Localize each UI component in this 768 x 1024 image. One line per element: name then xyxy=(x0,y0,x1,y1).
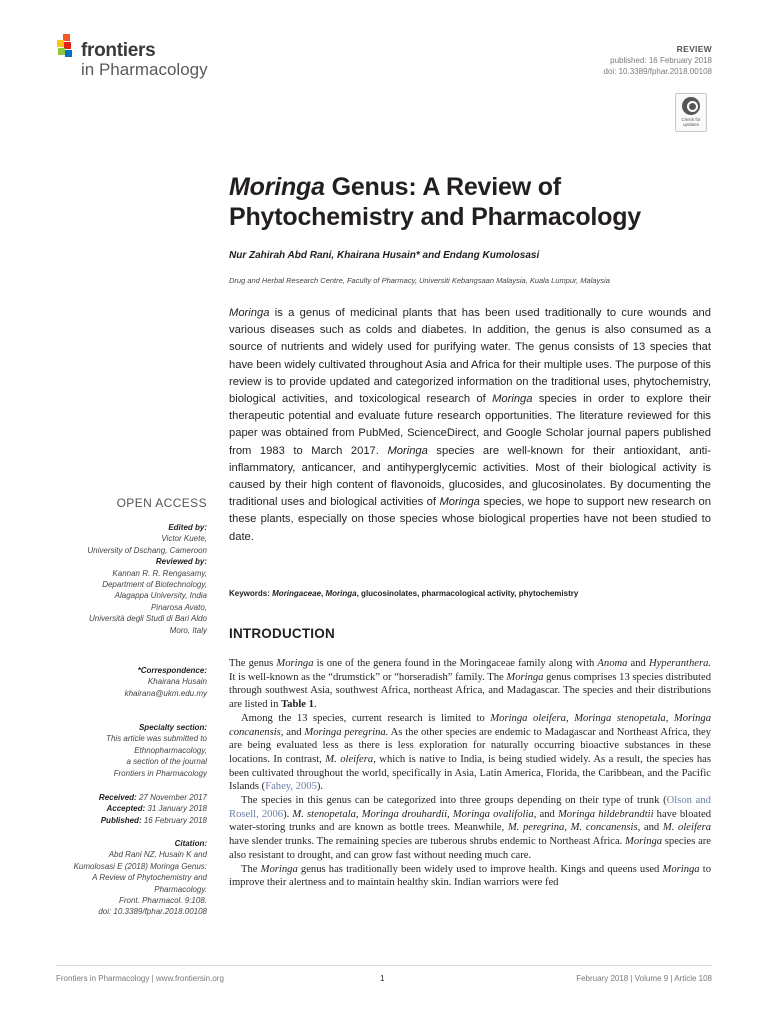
keyword: Moringa xyxy=(325,589,357,598)
citation-text: Pharmacology. xyxy=(154,884,207,894)
author-list[interactable]: Nur Zahirah Abd Rani, Khairana Husain* and Endang Kumolosasi xyxy=(229,250,540,261)
paragraph: The Moringa genus has traditionally been widely used to improve health. Kings and queens used Moringa to improve their alertness and to maintain healthy skin. Indian warriors were fed xyxy=(229,863,712,889)
correspondence-label: *Correspondence: xyxy=(137,666,207,675)
editor-affil: University of Dschang, Cameroon xyxy=(87,545,207,555)
received-date: Received: 27 November 2017 xyxy=(98,793,207,802)
title-part1: Genus: A Review of xyxy=(324,173,561,201)
citation-text: Kumolosasi E (2018) Moringa Genus: xyxy=(73,861,207,871)
logo-title: frontiers xyxy=(81,40,156,61)
published-date: published: 16 February 2018 xyxy=(610,56,712,65)
citation-text: A Review of Phytochemistry and xyxy=(92,873,207,883)
reviewer-name[interactable]: Kannan R. R. Rengasamy, xyxy=(112,568,207,578)
article-type: REVIEW xyxy=(676,44,712,54)
doi-link[interactable]: doi: 10.3389/fphar.2018.00108 xyxy=(603,67,712,76)
footer-journal-link[interactable]: Frontiers in Pharmacology | www.frontiersin.org xyxy=(56,974,224,983)
title-genus: Moringa xyxy=(229,173,325,201)
paragraph: Among the 13 species, current research is limited to Moringa oleifera, Moringa stenopetala, Moringa concanensis, and Moringa peregrina. As the other species are endemic to Madagascar and Northeast Africa, they are being evaluated less as there is less exploration for naturally occurring bioactive substances in these locations. In contrast, M. oleifera, which is native to India, is being studied widely. As a result, the species has been cultivated throughout the world, specifically in Asia, Latin America, Florida, the Caribbean, and the Pacific Islands (Fahey, 2005). xyxy=(229,712,711,793)
affiliation: Drug and Herbal Research Centre, Faculty of Pharmacy, Universiti Kebangsaan Malaysia, Kuala Lumpur, Malaysia xyxy=(229,276,610,285)
reviewer-affil: Alagappa University, India xyxy=(114,591,207,601)
citation-text: Front. Pharmacol. 9:108. xyxy=(118,896,207,906)
sidebar-citation xyxy=(50,838,207,918)
section-heading: INTRODUCTION xyxy=(229,626,335,641)
journal-logo[interactable] xyxy=(56,34,256,84)
sidebar-dates xyxy=(50,792,207,826)
abstract-text: is a genus of medicinal plants that has been used traditionally to cure wounds and various diseases such as colds and diabetes. In addition, the genus is also consumed as a source of nutrients and widely used for purifying water. The genus consists of 13 species that have been widely cultivated throughout Asia and Africa for their multiple uses. The purpose of this review is to provide updated and categorized information on the traditional uses, phytochemistry, biological activities, and toxicological research of xyxy=(229,307,711,406)
reviewer-affil: Moro, Italy xyxy=(169,625,207,635)
reviewer-affil: Università degli Studi di Bari Aldo xyxy=(89,614,207,624)
title-part2: Phytochemistry and Pharmacology xyxy=(229,203,641,231)
keywords-rest: , glucosinolates, pharmacological activity, phytochemistry xyxy=(356,589,579,598)
abstract-text: species, we hope to support new research on these plants, especially on those species whose biological properties have not been studied to date. xyxy=(229,496,711,543)
paragraph: The species in this genus can be categorized into three groups depending on their type of trunk (Olson and Rosell, 2006). M. stenopetala, Moringa drouhardii, Moringa ovalifolia, and Moringa hildebrandtii have bloated water-storing trunks and are known as bottle trees. Meanwhile, M. peregrina, M. concanensis, and M. oleifera have slender trunks. The remaining species are tuberous shrubs endemic to Northeast Africa. Moringa species are also resistant to drought, and can grow fast without needing much care. xyxy=(229,795,712,861)
abstract xyxy=(229,305,711,546)
reviewer-name[interactable]: Pinarosa Avato, xyxy=(150,602,207,612)
keyword: Moringaceae xyxy=(272,589,322,598)
reviewed-by-label: Reviewed by: xyxy=(155,557,207,567)
keywords-label: Keywords: xyxy=(229,589,270,598)
abstract-text: species are well-known for their antioxidant, anti-inflammatory, anticancer, and antihyperglycemic activities. Most of their biological activity is caused by their high content of flavonoids, glucosides, and glucosinolates. By documenting the traditional uses and biological activities of xyxy=(229,444,712,509)
citation-doi[interactable]: doi: 10.3389/fphar.2018.00108 xyxy=(98,907,207,917)
open-access-label: OPEN ACCESS xyxy=(116,496,207,510)
specialty-text: Ethnopharmacology, xyxy=(134,745,207,755)
logo-subtitle: in Pharmacology xyxy=(81,60,208,79)
reviewer-affil: Department of Biotechnology, xyxy=(102,580,207,590)
table-link[interactable]: Table 1 xyxy=(281,699,314,711)
check-updates-label: Check for updates xyxy=(681,117,701,127)
keywords: Keywords: Moringaceae, Moringa, glucosinolates, pharmacological activity, phytochemistry xyxy=(229,589,579,598)
corresponding-email[interactable]: khairana@ukm.edu.my xyxy=(124,688,207,698)
article-title xyxy=(229,172,709,232)
sidebar-correspondence xyxy=(50,665,207,699)
footer-divider xyxy=(56,965,712,966)
published-date-side: Published: 16 February 2018 xyxy=(100,815,207,825)
specialty-text: This article was submitted to xyxy=(106,734,207,744)
footer-issue-info: February 2018 | Volume 9 | Article 108 xyxy=(576,974,712,983)
abstract-text: species in order to explore their therapeutic potential and evaluate future research opportunities. The literature reviewed for this paper was obtained from PubMed, ScienceDirect, and Google Scholar journal papers published from 1983 to March 2017. xyxy=(229,393,711,457)
abstract-italic: Moringa xyxy=(439,496,480,509)
abstract-italic: Moringa xyxy=(492,393,533,406)
accepted-date: Accepted: 31 January 2018 xyxy=(106,804,207,814)
check-updates-icon xyxy=(682,97,700,115)
sidebar-specialty xyxy=(50,722,207,779)
page-number: 1 xyxy=(380,974,385,983)
citation-label: Citation: xyxy=(174,839,207,848)
article-meta xyxy=(603,44,712,77)
citation-link[interactable]: Olson and Rosell, 2006 xyxy=(229,795,711,820)
body-text xyxy=(229,657,711,890)
paragraph: The genus Moringa is one of the genera found in the Moringaceae family along with Anoma and Hyperanthera. It is well-known as the “drumstick” or “horseradish” family. The Moringa genus comprises 13 species distributed through southwest Asia, southwest Africa, northeast Africa, and Madagascar. The species and their distributions are listed in Table 1. xyxy=(229,658,712,711)
specialty-text: a section of the journal xyxy=(126,757,207,767)
specialty-text: Frontiers in Pharmacology xyxy=(113,768,207,778)
abstract-italic: Moringa xyxy=(229,307,270,319)
corresponding-author[interactable]: Khairana Husain xyxy=(147,677,207,687)
edited-by-label: Edited by: xyxy=(168,523,207,532)
check-for-updates-button[interactable] xyxy=(675,93,707,132)
citation-text: Abd Rani NZ, Husain K and xyxy=(108,850,207,860)
frontiers-logo-icon xyxy=(56,34,82,64)
citation-link[interactable]: Fahey, 2005 xyxy=(265,781,317,793)
sidebar-editorial xyxy=(50,522,207,636)
specialty-label: Specialty section: xyxy=(138,723,207,732)
abstract-italic: Moringa xyxy=(387,444,428,457)
editor-name[interactable]: Victor Kuete, xyxy=(161,534,207,544)
